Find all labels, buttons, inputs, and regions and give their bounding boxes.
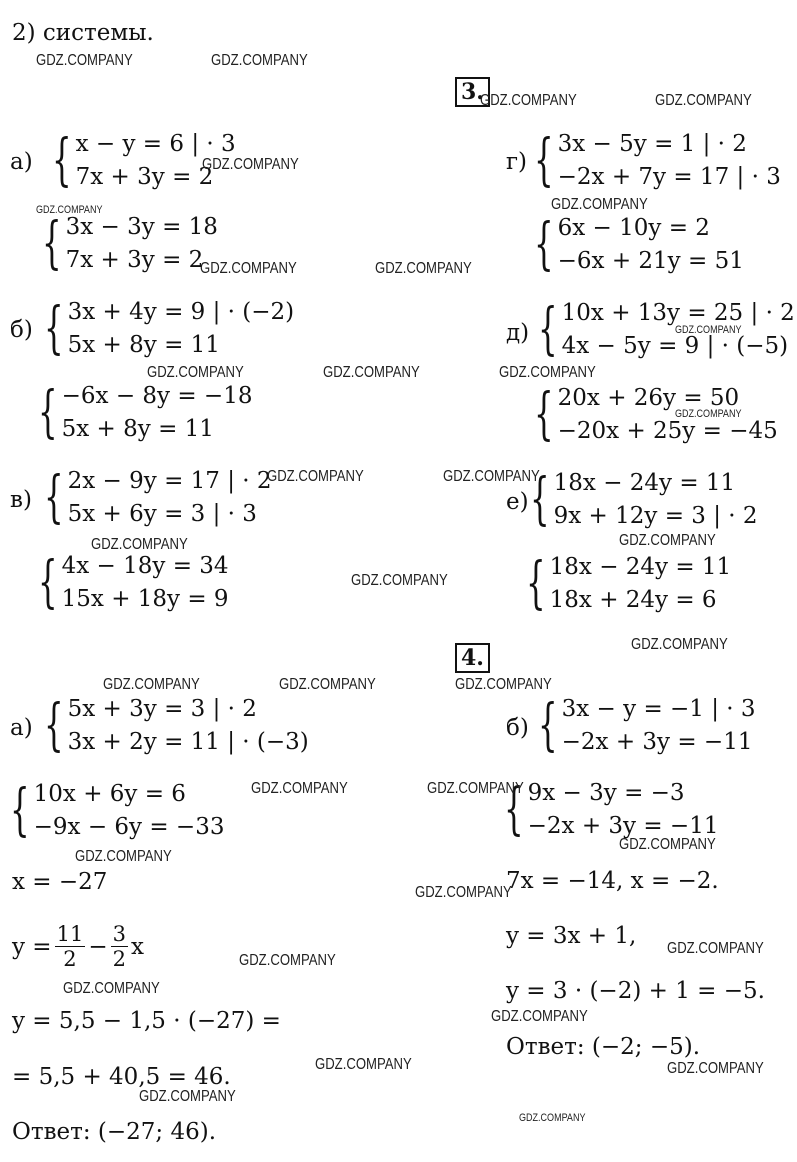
watermark: GDZ.COMPANY: [427, 780, 524, 797]
s3a-result-system: [42, 211, 218, 277]
watermark: GDZ.COMPANY: [211, 52, 308, 69]
brace-icon: {: [530, 467, 550, 532]
watermark: GDZ.COMPANY: [279, 676, 376, 693]
section3-number: 3.: [455, 77, 490, 107]
watermark: GDZ.COMPANY: [36, 204, 103, 216]
brace-icon: {: [526, 551, 546, 616]
brace-icon: {: [44, 465, 64, 530]
equation: 3x − y = −1 | · 3: [561, 696, 756, 722]
brace-icon: {: [534, 212, 554, 277]
s3a-label: а): [10, 149, 33, 175]
brace-icon: {: [42, 211, 62, 276]
s3b-given-system: [44, 296, 294, 362]
brace-icon: {: [52, 128, 72, 193]
brace-icon: {: [44, 693, 64, 758]
watermark: GDZ.COMPANY: [200, 260, 297, 277]
fraction-numerator: 11: [56, 922, 84, 946]
s4b-result-system: [504, 777, 718, 843]
equation: −2x + 3y = −11: [527, 813, 719, 839]
fraction: [55, 922, 86, 971]
equation: −2x + 7y = 17 | · 3: [557, 164, 781, 190]
watermark: GDZ.COMPANY: [491, 1008, 588, 1025]
s4b-label: б): [506, 715, 529, 741]
watermark: GDZ.COMPANY: [63, 980, 160, 997]
equation: 18x + 24y = 6: [549, 587, 717, 613]
equation: 3x − 3y = 18: [65, 214, 218, 240]
y-lhs: y =: [12, 933, 52, 960]
equation: 18x − 24y = 11: [553, 470, 736, 496]
s4a-y-calc1: y = 5,5 − 1,5 · (−27) =: [12, 1008, 281, 1034]
s3g-given-system: [534, 128, 781, 194]
s3e-result-system: [526, 551, 731, 617]
brace-icon: {: [44, 296, 64, 361]
watermark: GDZ.COMPANY: [675, 324, 742, 336]
brace-icon: {: [538, 297, 558, 362]
equation: 5x + 6y = 3 | · 3: [67, 501, 257, 527]
watermark: GDZ.COMPANY: [455, 676, 552, 693]
equation: 7x + 3y = 2: [65, 247, 204, 273]
equation: 20x + 26y = 50: [557, 385, 740, 411]
equation: 10x + 13y = 25 | · 2: [561, 300, 795, 326]
equation: 6x − 10y = 2: [557, 215, 710, 241]
equation: 4x − 18y = 34: [61, 553, 229, 579]
fraction: [111, 922, 128, 971]
s4a-label: а): [10, 715, 33, 741]
watermark: GDZ.COMPANY: [202, 156, 299, 173]
s4b-given-system: [538, 693, 756, 759]
s4a-given-system: [44, 693, 309, 759]
equation: 5x + 8y = 11: [61, 416, 214, 442]
watermark: GDZ.COMPANY: [251, 780, 348, 797]
s3d-given-system: [538, 297, 795, 363]
s4a-result-system: [10, 778, 224, 844]
watermark: GDZ.COMPANY: [239, 952, 336, 969]
s4b-x-value: 7x = −14, x = −2.: [506, 868, 719, 894]
equation: −20x + 25y = −45: [557, 418, 778, 444]
watermark: GDZ.COMPANY: [480, 92, 577, 109]
watermark: GDZ.COMPANY: [267, 468, 364, 485]
watermark: GDZ.COMPANY: [91, 536, 188, 553]
watermark: GDZ.COMPANY: [667, 940, 764, 957]
s3v-label: в): [10, 487, 32, 513]
s3e-given-system: [530, 467, 758, 533]
equation: 5x + 8y = 11: [67, 332, 220, 358]
equation: −6x + 21y = 51: [557, 248, 744, 274]
watermark: GDZ.COMPANY: [519, 1112, 586, 1124]
watermark: GDZ.COMPANY: [323, 364, 420, 381]
brace-icon: {: [504, 777, 524, 842]
equation: 2x − 9y = 17 | · 2: [67, 468, 272, 494]
fraction-numerator: 3: [112, 922, 126, 946]
brace-icon: {: [534, 382, 554, 447]
watermark: GDZ.COMPANY: [619, 532, 716, 549]
watermark: GDZ.COMPANY: [103, 676, 200, 693]
brace-icon: {: [38, 380, 58, 445]
watermark: GDZ.COMPANY: [315, 1056, 412, 1073]
equation: 18x − 24y = 11: [549, 554, 732, 580]
equation: 15x + 18y = 9: [61, 586, 229, 612]
equation: 7x + 3y = 2: [75, 164, 214, 190]
watermark: GDZ.COMPANY: [443, 468, 540, 485]
equation: 3x + 4y = 9 | · (−2): [67, 299, 295, 325]
watermark: GDZ.COMPANY: [415, 884, 512, 901]
s3d-label: д): [506, 320, 530, 346]
section4-number: 4.: [455, 643, 490, 673]
equation: 3x − 5y = 1 | · 2: [557, 131, 747, 157]
s4a-answer: Ответ: (−27; 46).: [12, 1119, 217, 1145]
s3g-result-system: [534, 212, 744, 278]
watermark: GDZ.COMPANY: [667, 1060, 764, 1077]
s3v-given-system: [44, 465, 272, 531]
watermark: GDZ.COMPANY: [36, 52, 133, 69]
watermark: GDZ.COMPANY: [631, 636, 728, 653]
s4b-y-expr: y = 3x + 1,: [506, 923, 637, 949]
fraction-denominator: 2: [63, 947, 77, 971]
s3e-label: е): [506, 489, 529, 515]
equation: 9x − 3y = −3: [527, 780, 685, 806]
equation: −2x + 3y = −11: [561, 729, 753, 755]
equation: 3x + 2y = 11 | · (−3): [67, 729, 309, 755]
brace-icon: {: [534, 128, 554, 193]
equation: 4x − 5y = 9 | · (−5): [561, 333, 789, 359]
watermark: GDZ.COMPANY: [619, 836, 716, 853]
s4a-y-formula: [12, 922, 144, 971]
s4a-y-calc2: = 5,5 + 40,5 = 46.: [12, 1064, 231, 1090]
s3b-label: б): [10, 317, 33, 343]
s3v-result-system: [38, 550, 229, 616]
s4b-y-calc: y = 3 · (−2) + 1 = −5.: [506, 978, 765, 1004]
equation: −9x − 6y = −33: [33, 814, 225, 840]
watermark: GDZ.COMPANY: [551, 196, 648, 213]
s3g-label: г): [506, 149, 528, 175]
watermark: GDZ.COMPANY: [147, 364, 244, 381]
equation: x − y = 6 | · 3: [75, 131, 236, 157]
watermark: GDZ.COMPANY: [655, 92, 752, 109]
watermark: GDZ.COMPANY: [499, 364, 596, 381]
watermark: GDZ.COMPANY: [139, 1088, 236, 1105]
s4b-answer: Ответ: (−2; −5).: [506, 1034, 701, 1060]
s3b-result-system: [38, 380, 252, 446]
minus-sign: −: [88, 933, 108, 960]
fraction-denominator: 2: [112, 947, 126, 971]
variable: x: [130, 933, 144, 960]
brace-icon: {: [538, 693, 558, 758]
watermark: GDZ.COMPANY: [675, 408, 742, 420]
equation: −6x − 8y = −18: [61, 383, 253, 409]
brace-icon: {: [10, 778, 30, 843]
watermark: GDZ.COMPANY: [375, 260, 472, 277]
watermark: GDZ.COMPANY: [75, 848, 172, 865]
equation: 5x + 3y = 3 | · 2: [67, 696, 257, 722]
header-text: 2) системы.: [12, 20, 154, 46]
watermark: GDZ.COMPANY: [351, 572, 448, 589]
equation: 9x + 12y = 3 | · 2: [553, 503, 758, 529]
equation: 10x + 6y = 6: [33, 781, 186, 807]
s4a-x-value: x = −27: [12, 869, 108, 895]
brace-icon: {: [38, 550, 58, 615]
